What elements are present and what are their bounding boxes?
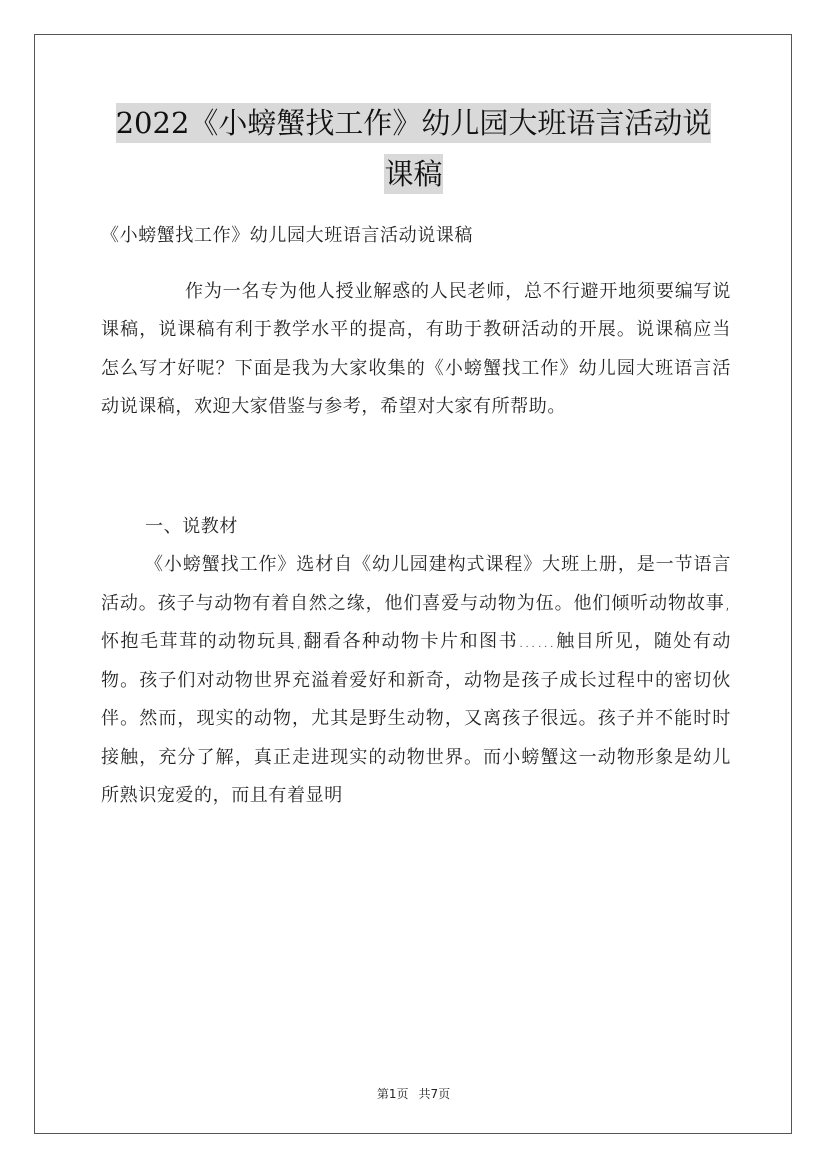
document-subtitle: 《小螃蟹找工作》幼儿园大班语言活动说课稿 bbox=[101, 225, 473, 246]
paragraph-spacer bbox=[101, 427, 731, 508]
section-paragraph: 《小螃蟹找工作》选材自《幼儿园建构式课程》大班上册，是一节语言活动。孩子与动物有着自然之缘，他们喜爱与动物为伍。他们倾听动物故事,怀抱毛茸茸的动物玩具,翻看各种动物卡片和图书……触目所见，随处有动物。孩子们对动物世界充溢着爱好和新奇，动物是孩子成长过程中的密切伙伴。然而，现实的动物，尤其是野生动物，又离孩子很远。孩子并不能时时接触，充分了解，真正走进现实的动物世界。而小螃蟹这一动物形象是幼儿所熟识宠爱的，而且有着显明 bbox=[101, 554, 731, 806]
title-line-1: 2022《小螃蟹找工作》幼儿园大班语言活动说 bbox=[116, 103, 712, 143]
document-title bbox=[60, 98, 767, 200]
page-footer bbox=[0, 1085, 827, 1102]
page-number-current: 第1页 bbox=[376, 1087, 409, 1101]
document-body bbox=[101, 217, 731, 816]
title-line-2: 课稿 bbox=[384, 154, 442, 194]
intro-paragraph: 作为一名专为他人授业解惑的人民老师，总不行避开地须要编写说课稿，说课稿有利于教学水平的提高，有助于教研活动的开展。说课稿应当怎么写才好呢？下面是我为大家收集的《小螃蟹找工作》幼儿园大班语言活动说课稿，欢迎大家借鉴与参考，希望对大家有所帮助。 bbox=[101, 280, 731, 417]
page-number-total: 共7页 bbox=[418, 1087, 451, 1101]
section-heading: 一、说教材 bbox=[145, 515, 238, 537]
